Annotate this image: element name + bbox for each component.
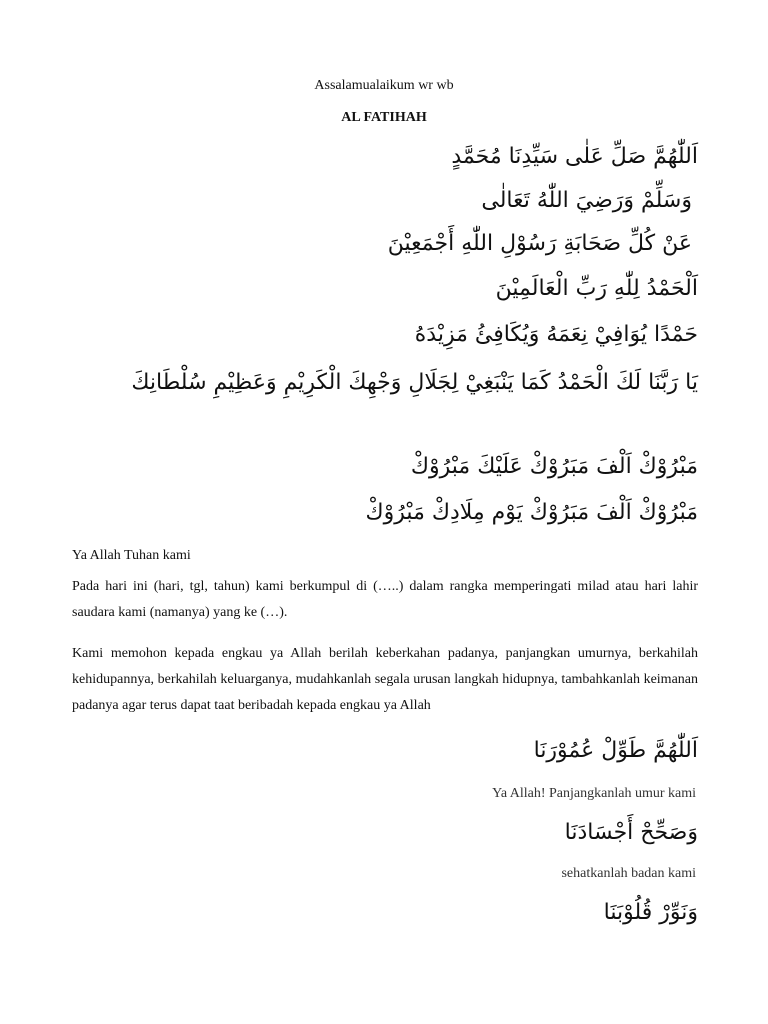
- prayer-heading: Ya Allah Tuhan kami: [72, 548, 191, 563]
- arabic-line-5: حَمْدًا يُوَافِيْ نِعَمَهُ وَيُكَافِئُ مَزِيْدَهُ: [414, 322, 698, 347]
- arabic-line-1: اَللّٰهُمَّ صَلِّ عَلٰى سَيِّدِنَا مُحَمَّدٍ: [451, 144, 698, 169]
- arabic-line-8: مَبْرُوْكْ اَلْفَ مَبَرُوْكْ يَوْم مِلَادِكْ مَبْرُوْكْ: [365, 500, 698, 525]
- arabic-line-7: مَبْرُوْكْ اَلْفَ مَبَرُوْكْ عَلَيْكَ مَبْرُوْكْ: [410, 454, 698, 479]
- dua-translation-2: sehatkanlah badan kami: [561, 866, 696, 881]
- arabic-line-2: وَسَلِّمْ وَرَضِيَ اللّٰهُ تَعَالٰى: [481, 188, 692, 213]
- dua-arabic-2: وَصَحِّحْ أَجْسَادَنَا: [564, 820, 698, 845]
- arabic-line-3: عَنْ كُلِّ صَحَابَةِ رَسُوْلِ اللّٰهِ أَجْمَعِيْنَ: [387, 231, 692, 256]
- greeting: Assalamualaikum wr wb: [314, 78, 454, 93]
- arabic-line-4: اَلْحَمْدُ لِلّٰهِ رَبِّ الْعَالَمِيْنَ: [495, 276, 698, 301]
- paragraph-2: Kami memohon kepada engkau ya Allah berilah keberkahan padanya, panjangkan umurnya, berkahilah kehidupannya, berkahilah keluarganya, mudahkanlah segala urusan langkah hidupnya, tambahkanlah keimanan padanya agar terus dapat taat beribadah kepada engkau ya Allah: [72, 646, 698, 713]
- dua-arabic-3: وَنَوِّرْ قُلُوْبَنَا: [603, 900, 698, 925]
- arabic-line-6: يَا رَبَّنَا لَكَ الْحَمْدُ كَمَا يَنْبَغِيْ لِجَلَالِ وَجْهِكَ الْكَرِيْمِ وَعَظِيْمِ سُلْطَانِكَ: [131, 370, 698, 395]
- dua-translation-1: Ya Allah! Panjangkanlah umur kami: [492, 786, 696, 801]
- paragraph-1: Pada hari ini (hari, tgl, tahun) kami berkumpul di (…..) dalam rangka memperingati milad atau hari lahir saudara kami (namanya) yang ke (…).: [72, 579, 698, 620]
- dua-arabic-1: اَللّٰهُمَّ طَوِّلْ عُمُوْرَنَا: [533, 738, 698, 763]
- document-title: AL FATIHAH: [341, 110, 427, 125]
